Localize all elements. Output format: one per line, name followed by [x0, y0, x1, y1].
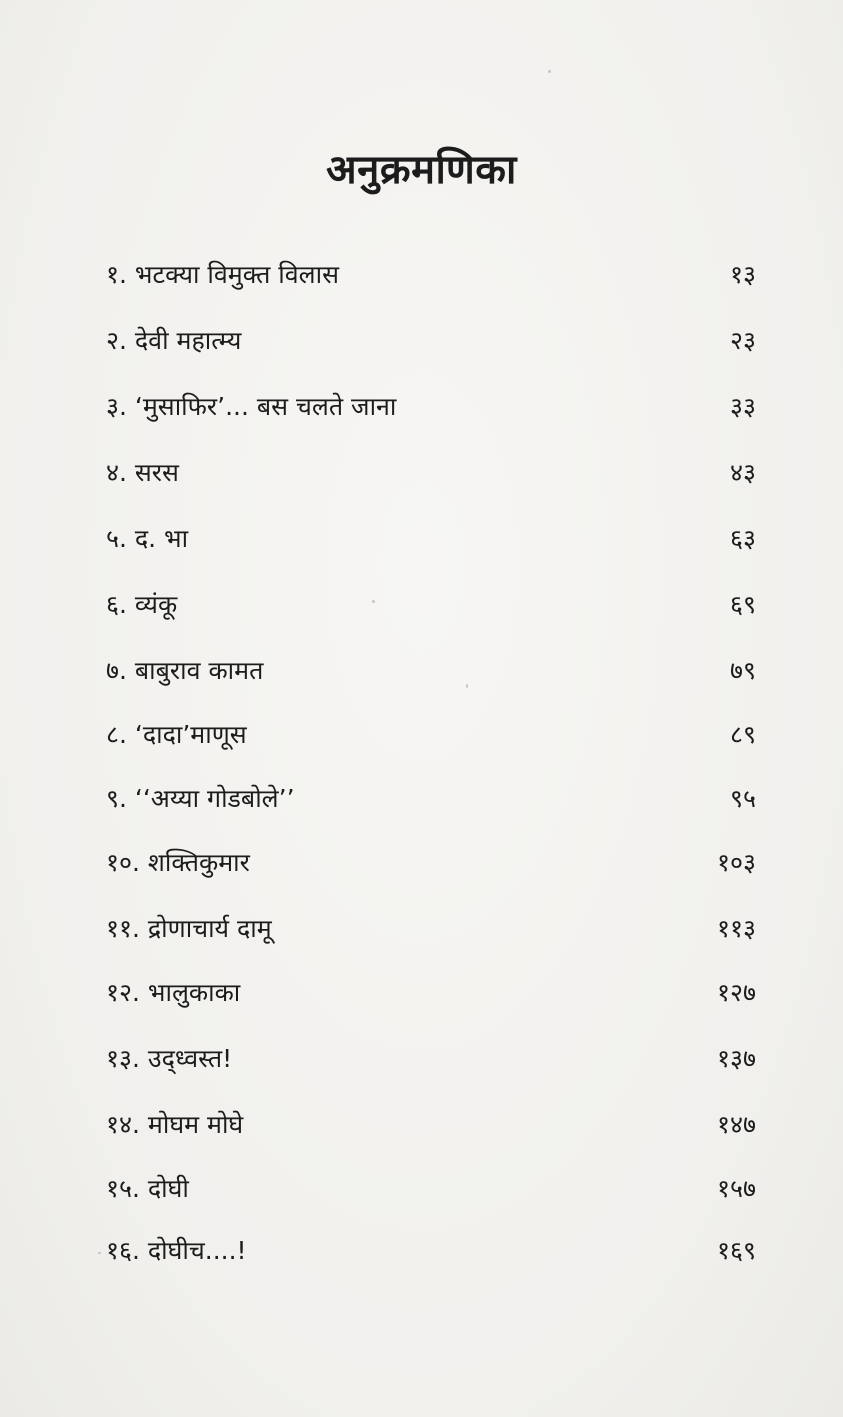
entry-title: २. देवी महात्म्य — [106, 326, 242, 355]
toc-entry — [106, 448, 756, 498]
entry-page-number: ६९ — [729, 590, 756, 619]
entry-title: ५. द. भा — [106, 524, 189, 553]
toc-entry — [106, 838, 756, 888]
toc-entry — [106, 382, 756, 432]
paper-speck — [98, 1252, 101, 1254]
toc-entry — [106, 1164, 756, 1214]
toc-entry — [106, 710, 756, 760]
entry-title: ३. ‘मुसाफिर’... बस चलते जाना — [106, 392, 397, 421]
toc-entry — [106, 1226, 756, 1276]
paper-speck — [372, 600, 375, 603]
page-title: अनुक्रमणिका — [326, 147, 517, 193]
toc-entry — [106, 250, 756, 300]
entry-page-number: ७९ — [729, 656, 756, 685]
toc-entry — [106, 1100, 756, 1150]
entry-page-number: १३ — [729, 260, 756, 289]
entry-page-number: १०३ — [716, 848, 756, 877]
entry-page-number: ३३ — [729, 392, 756, 421]
entry-title: ४. सरस — [106, 458, 179, 487]
entry-page-number: ६३ — [729, 524, 756, 553]
entry-page-number: ११३ — [716, 914, 756, 943]
toc-entry — [106, 904, 756, 954]
entry-page-number: २३ — [729, 326, 756, 355]
toc-entry — [106, 580, 756, 630]
entry-page-number: ४३ — [729, 458, 756, 487]
toc-entry — [106, 774, 756, 824]
entry-title: १३. उद्ध्वस्त! — [106, 1044, 233, 1073]
entry-title: ९. ‘‘अय्या गोडबोले’’ — [106, 784, 295, 813]
entry-page-number: १४७ — [716, 1110, 756, 1139]
entry-page-number: १३७ — [716, 1044, 756, 1073]
entry-title: ७. बाबुराव कामत — [106, 656, 264, 685]
toc-entry — [106, 316, 756, 366]
entry-title: ८. ‘दादा’माणूस — [106, 720, 247, 749]
entry-title: १४. मोघम मोघे — [106, 1110, 244, 1139]
paper-speck — [548, 70, 551, 73]
entry-title: १६. दोघीच....! — [106, 1236, 247, 1265]
toc-entry — [106, 1034, 756, 1084]
entry-title: ११. द्रोणाचार्य दामू — [106, 914, 272, 943]
entry-title: ६. व्यंकू — [106, 590, 178, 619]
toc-entry — [106, 514, 756, 564]
entry-title: १०. शक्तिकुमार — [106, 848, 250, 877]
entry-title: १५. दोघी — [106, 1174, 189, 1203]
entry-page-number: १२७ — [716, 978, 756, 1007]
entry-page-number: १५७ — [716, 1174, 756, 1203]
toc-entry — [106, 968, 756, 1018]
entry-page-number: १६९ — [716, 1236, 756, 1265]
entry-page-number: ८९ — [729, 720, 756, 749]
paper-speck — [466, 684, 468, 688]
entry-title: १२. भालुकाका — [106, 978, 241, 1007]
entry-page-number: ९५ — [729, 784, 756, 813]
toc-entry — [106, 646, 756, 696]
entry-title: १. भटक्या विमुक्त विलास — [106, 260, 339, 289]
